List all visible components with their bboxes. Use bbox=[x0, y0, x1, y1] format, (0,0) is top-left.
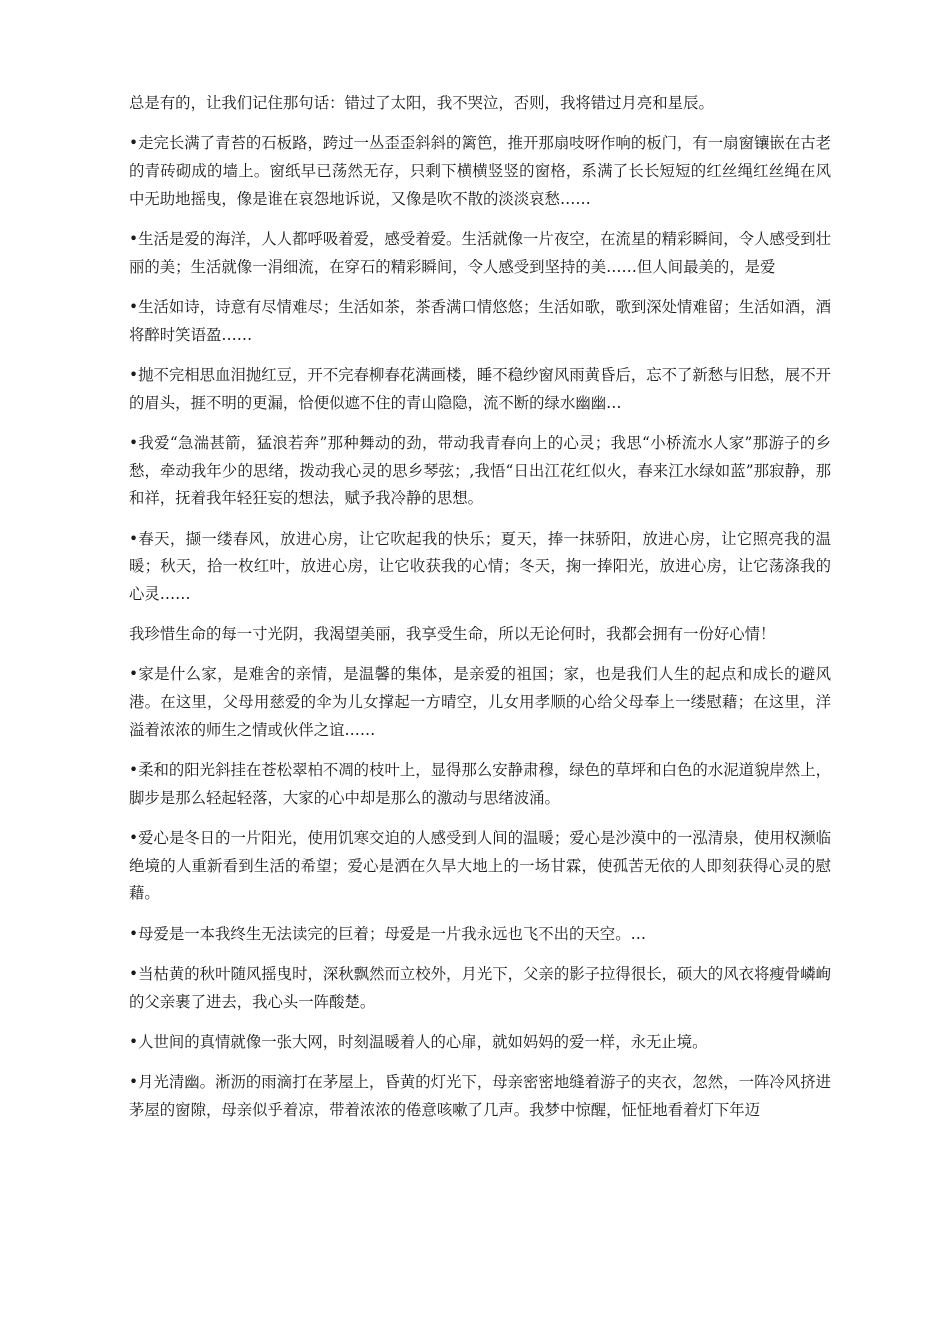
paragraph-15: •月光清幽。淅沥的雨滴打在茅屋上，昏黄的灯光下，母亲密密地缝着游子的夹衣，忽然，一阵冷风挤进茅屋的窗隙，母亲似乎着凉，带着浓浓的倦意咳嗽了几声。我梦中惊醒，怔怔地看着灯下年迈 bbox=[129, 1073, 831, 1119]
paragraph-13: •当枯黄的秋叶随风摇曳时，深秋飘然而立校外，月光下，父亲的影子拉得很长，硕大的风衣将瘦骨嶙峋的父亲裹了进去，我心头一阵酸楚。 bbox=[129, 965, 831, 1011]
paragraph-7: •春天，撷一缕春风，放进心房，让它吹起我的快乐；夏天，捧一抹骄阳，放进心房，让它照亮我的温暖；秋天，拾一枚红叶，放进心房，让它收获我的心情；冬天，掬一捧阳光，放进心房，让它荡涤我的心灵…… bbox=[129, 529, 831, 603]
paragraph-14: •人世间的真情就像一张大网，时刻温暖着人的心扉，就如妈妈的爱一样，永无止境。 bbox=[129, 1032, 708, 1051]
paragraph-12: •母爱是一本我终生无法读完的巨着；母爱是一片我永远也飞不出的天空。… bbox=[129, 924, 646, 943]
document-body bbox=[129, 90, 831, 1125]
paragraph-10: •柔和的阳光斜挂在苍松翠柏不凋的枝叶上，显得那么安静肃穆，绿色的草坪和白色的水泥道貌岸然上，脚步是那么轻起轻落，大家的心中却是那么的激动与思绪波涌。 bbox=[129, 761, 831, 807]
paragraph-5: •抛不完相思血泪抛红豆，开不完春柳春花满画楼，睡不稳纱窗风雨黄昏后，忘不了新愁与旧愁，展不开的眉头，捱不明的更漏，恰便似遮不住的青山隐隐，流不断的绿水幽幽… bbox=[129, 365, 831, 412]
paragraph-3: •生活是爱的海洋，人人都呼吸着爱，感受着爱。生活就像一片夜空，在流星的精彩瞬间，令人感受到壮丽的美；生活就像一涓细流，在穿石的精彩瞬间，令人感受到坚持的美……但人间最美的，是爱 bbox=[129, 229, 831, 276]
paragraph-4: •生活如诗，诗意有尽情难尽；生活如茶，茶香满口情悠悠；生活如歌，歌到深处情难留；生活如酒，酒将醉时笑语盈…… bbox=[129, 297, 831, 344]
paragraph-9: •家是什么家，是难舍的亲情，是温馨的集体，是亲爱的祖国；家，也是我们人生的起点和成长的避风港。在这里，父母用慈爱的伞为儿女撑起一方晴空，儿女用孝顺的心给父母奉上一缕慰藉；在这里，洋溢着浓浓的师生之情或伙伴之谊…… bbox=[129, 665, 831, 739]
paragraph-1: 总是有的，让我们记住那句话：错过了太阳，我不哭泣，否则，我将错过月亮和星辰。 bbox=[129, 94, 714, 112]
paragraph-11: •爱心是冬日的一片阳光，使用饥寒交迫的人感受到人间的温暖；爱心是沙漠中的一泓清泉，使用权濒临绝境的人重新看到生活的希望；爱心是洒在久旱大地上的一场甘霖，使孤苦无依的人即刻获得心灵的慰藉。 bbox=[129, 829, 831, 903]
paragraph-8: 我珍惜生命的每一寸光阴，我渴望美丽，我享受生命，所以无论何时，我都会拥有一份好心情！ bbox=[129, 625, 776, 644]
paragraph-2: •走完长满了青苔的石板路，跨过一丛歪歪斜斜的篱笆，推开那扇吱呀作响的板门，有一扇窗镶嵌在古老的青砖砌成的墙上。窗纸早已荡然无存，只剩下横横竖竖的窗格，系满了长长短短的红丝绳红丝绳在风中无助地摇曳，像是谁在哀怨地诉说，又像是吹不散的淡淡哀愁…… bbox=[129, 134, 831, 208]
paragraph-6: •我爱“急湍甚箭，猛浪若奔”那种舞动的劲，带动我青春向上的心灵；我思“小桥流水人家”那游子的乡愁，牵动我年少的思绪，拨动我心灵的思乡琴弦；,我悟“日出江花红似火，春来江水绿如蓝”那寂静，那和祥，抚着我年轻狂妄的想法，赋予我冷静的思想。 bbox=[129, 433, 831, 508]
